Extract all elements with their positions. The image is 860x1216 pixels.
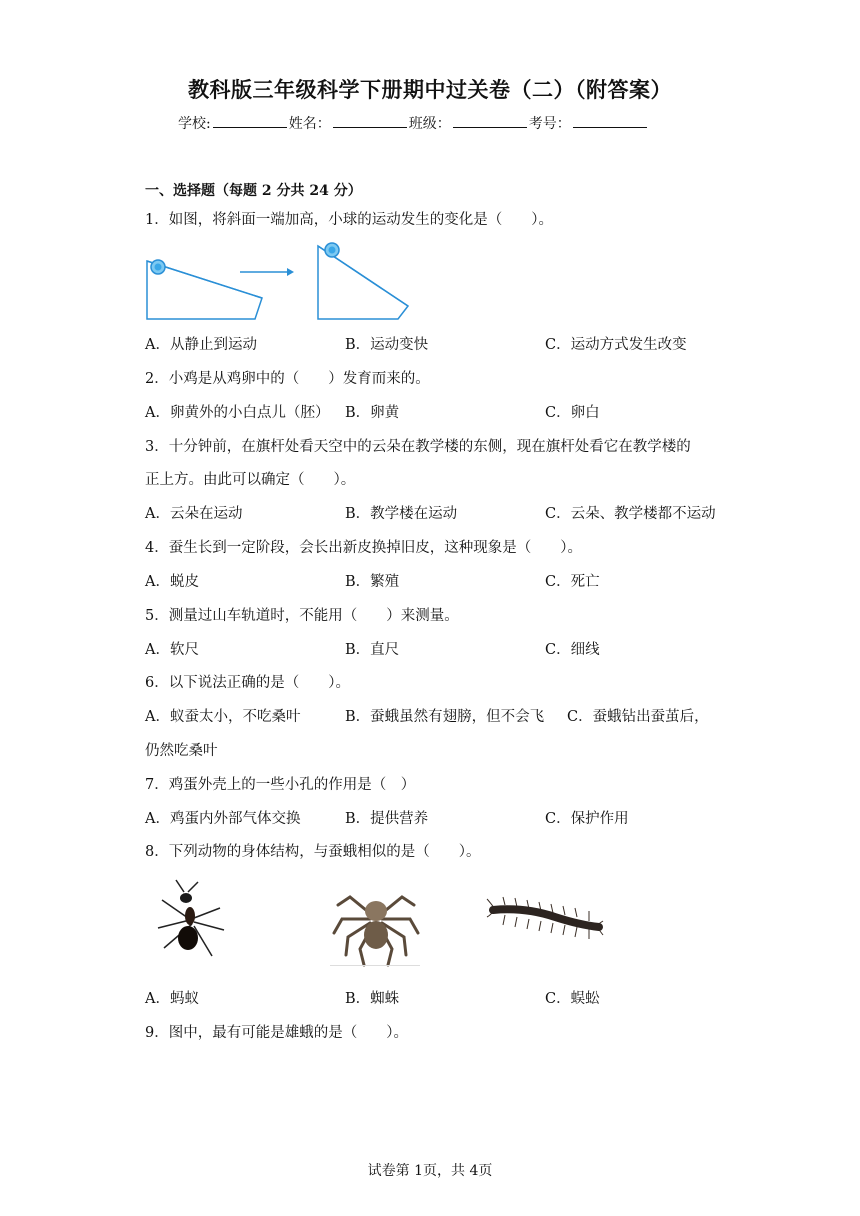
q3-option-c[interactable]: C．云朵、教学楼都不运动 bbox=[545, 506, 716, 522]
info-line bbox=[178, 113, 649, 133]
question-6-stem: 6．以下说法正确的是（ ）。 bbox=[145, 675, 350, 691]
spider-image bbox=[330, 875, 422, 967]
q4-option-a[interactable]: A．蜕皮 bbox=[145, 574, 199, 590]
q7-option-a[interactable]: A．鸡蛋内外部气体交换 bbox=[145, 811, 301, 827]
q8-option-c[interactable]: C．蜈蚣 bbox=[545, 991, 600, 1007]
q8-option-b[interactable]: B．蜘蛛 bbox=[345, 991, 400, 1007]
question-4-stem: 4．蚕生长到一定阶段，会长出新皮换掉旧皮，这种现象是（ ）。 bbox=[145, 540, 582, 556]
question-7-stem: 7．鸡蛋外壳上的一些小孔的作用是（ ） bbox=[145, 777, 416, 793]
question-9-stem: 9．图中，最有可能是雄蛾的是（ ）。 bbox=[145, 1025, 408, 1041]
spider-image-baseline bbox=[330, 965, 420, 966]
class-blank[interactable] bbox=[453, 113, 527, 128]
q5-option-c[interactable]: C．细线 bbox=[545, 642, 600, 658]
centipede-image bbox=[485, 895, 605, 945]
q1-option-a[interactable]: A．从静止到运动 bbox=[145, 337, 257, 353]
q1-option-c[interactable]: C．运动方式发生改变 bbox=[545, 337, 687, 353]
q7-option-b[interactable]: B．提供营养 bbox=[345, 811, 429, 827]
q4-option-c[interactable]: C．死亡 bbox=[545, 574, 600, 590]
section-heading: 一、选择题（每题 2 分共 24 分） bbox=[145, 183, 362, 199]
q7-option-c[interactable]: C．保护作用 bbox=[545, 811, 629, 827]
q4-option-b[interactable]: B．繁殖 bbox=[345, 574, 400, 590]
question-3-stem: 3．十分钟前，在旗杆处看天空中的云朵在教学楼的东侧，现在旗杆处看它在教学楼的 bbox=[145, 439, 691, 455]
q2-option-b[interactable]: B．卵黄 bbox=[345, 405, 400, 421]
class-label: 班级： bbox=[408, 116, 451, 132]
question-8-stem: 8．下列动物的身体结构，与蚕蛾相似的是（ ）。 bbox=[145, 844, 481, 860]
q6-option-a[interactable]: A．蚁蚕太小，不吃桑叶 bbox=[145, 709, 301, 725]
q1-option-b[interactable]: B．运动变快 bbox=[345, 337, 429, 353]
q3-option-b[interactable]: B．教学楼在运动 bbox=[345, 506, 458, 522]
q2-option-c[interactable]: C．卵白 bbox=[545, 405, 600, 421]
ant-image bbox=[150, 878, 230, 968]
q5-option-b[interactable]: B．直尺 bbox=[345, 642, 400, 658]
q3-option-a[interactable]: A．云朵在运动 bbox=[145, 506, 243, 522]
number-blank[interactable] bbox=[573, 113, 647, 128]
question-5-stem: 5．测量过山车轨道时，不能用（ ）来测量。 bbox=[145, 608, 459, 624]
question-2-stem: 2．小鸡是从鸡卵中的（ ）发育而来的。 bbox=[145, 371, 430, 387]
question-3-stem-cont: 正上方。由此可以确定（ ）。 bbox=[145, 472, 356, 488]
school-blank[interactable] bbox=[213, 113, 287, 128]
page-footer: 试卷第 1页，共 4页 bbox=[367, 1163, 493, 1179]
arrow-icon bbox=[240, 268, 294, 276]
q6-option-c[interactable]: C．蚕蛾钻出蚕茧后， bbox=[567, 709, 709, 725]
q6-option-b[interactable]: B．蚕蛾虽然有翅膀，但不会飞 bbox=[345, 709, 545, 725]
ramp-figure bbox=[140, 236, 420, 326]
q6-option-c-cont: 仍然吃桑叶 bbox=[145, 743, 218, 759]
number-label: 考号： bbox=[528, 116, 571, 132]
q5-option-a[interactable]: A．软尺 bbox=[145, 642, 199, 658]
q8-option-a[interactable]: A．蚂蚁 bbox=[145, 991, 199, 1007]
school-label: 学校: bbox=[178, 116, 211, 132]
question-1-stem: 1．如图，将斜面一端加高，小球的运动发生的变化是（ ）。 bbox=[145, 212, 553, 228]
page-title: 教科版三年级科学下册期中过关卷（二）（附答案） bbox=[188, 77, 672, 102]
q2-option-a[interactable]: A．卵黄外的小白点儿（胚） bbox=[145, 405, 330, 421]
name-label: 姓名： bbox=[288, 116, 331, 132]
name-blank[interactable] bbox=[333, 113, 407, 128]
